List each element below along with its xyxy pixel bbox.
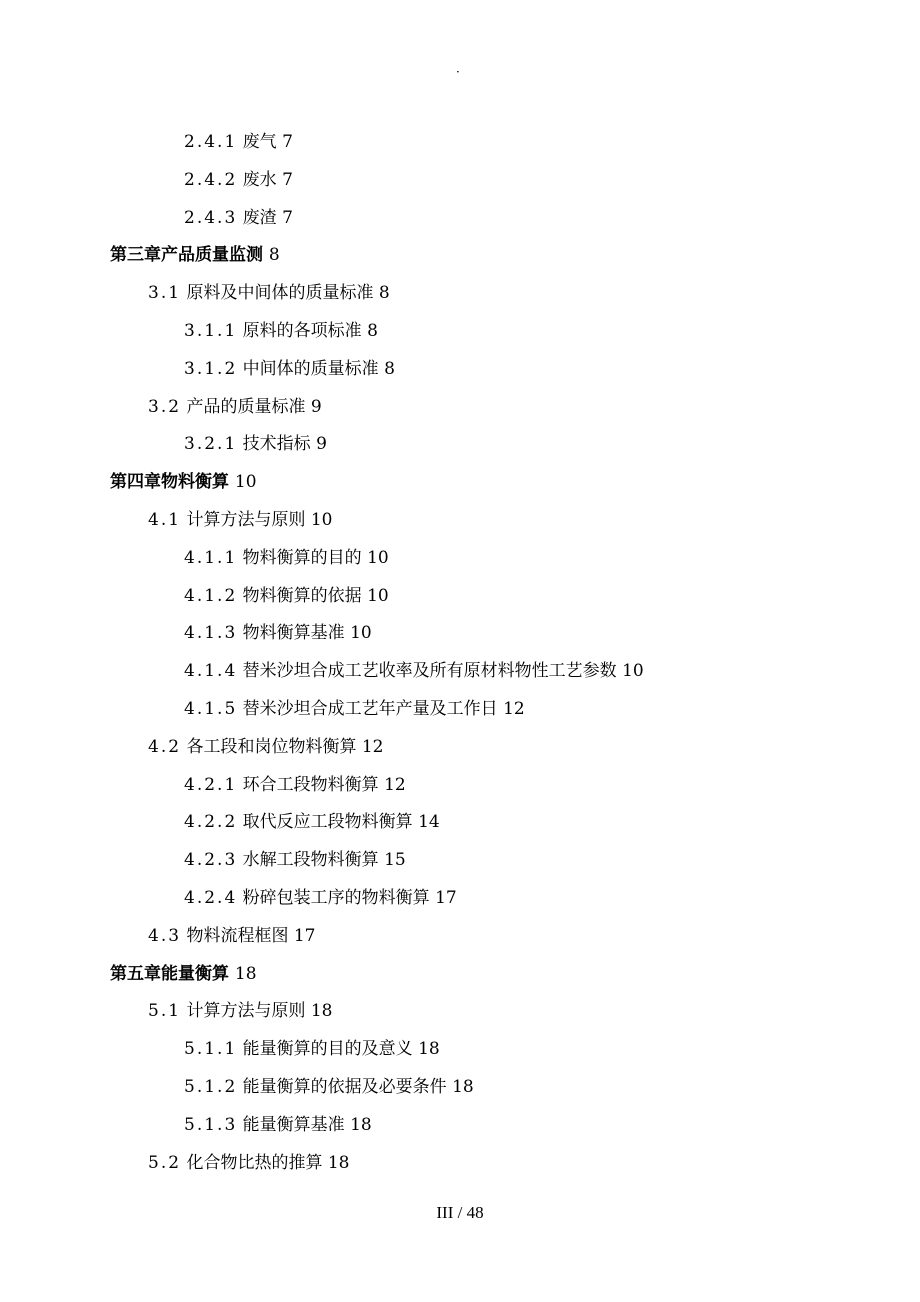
toc-entry-title: 能量衡算基准 <box>242 1114 345 1135</box>
toc-entry[interactable] <box>0 124 920 162</box>
toc-entry-page: 10 <box>310 509 333 530</box>
toc-entry-page: 18 <box>418 1039 440 1060</box>
toc-entry-title: 技术指标 <box>242 434 311 455</box>
toc-entry-page: 18 <box>327 1152 350 1173</box>
toc-entry-page: 8 <box>367 320 378 341</box>
page-footer <box>0 1203 920 1223</box>
toc-entry[interactable] <box>0 1145 920 1183</box>
toc-entry-page: 17 <box>293 925 316 946</box>
toc-entry-title: 各工段和岗位物料衡算 <box>186 736 357 757</box>
toc-entry-number: 2.4.1 <box>184 132 238 152</box>
toc-entry[interactable] <box>0 351 920 389</box>
toc-entry-title: 水解工段物料衡算 <box>242 850 379 871</box>
toc-entry-page: 12 <box>361 736 384 757</box>
toc-entry-page: 8 <box>268 245 280 266</box>
toc-entry-number: 5.1.3 <box>184 1114 238 1135</box>
toc-entry-title: 物料流程框图 <box>186 925 289 946</box>
toc-entry-number: 4.2.4 <box>184 887 238 908</box>
toc-entry-number: 4.2.1 <box>184 774 238 795</box>
toc-entry-title: 计算方法与原则 <box>186 1001 306 1022</box>
toc-entry-title: 物料衡算基准 <box>242 623 345 644</box>
toc-entry-title: 第三章产品质量监测 <box>110 245 263 266</box>
toc-entry[interactable] <box>0 729 920 767</box>
toc-entry-number: 3.1.1 <box>184 320 238 341</box>
toc-entry-title: 第四章物料衡算 <box>110 472 229 493</box>
toc-entry-page: 9 <box>310 396 322 417</box>
toc-entry-page: 7 <box>282 169 293 190</box>
toc-entry[interactable] <box>0 540 920 578</box>
toc-entry-title: 化合物比热的推算 <box>186 1152 323 1173</box>
toc-entry-number: 5.1.1 <box>184 1039 238 1060</box>
toc-entry-page: 12 <box>384 774 406 795</box>
toc-entry-title: 中间体的质量标准 <box>242 358 379 379</box>
toc-entry[interactable] <box>0 918 920 956</box>
toc-entry-number: 3.2 <box>148 396 182 417</box>
toc-entry-title: 能量衡算的依据及必要条件 <box>242 1076 447 1097</box>
toc-entry[interactable] <box>0 653 920 691</box>
toc-entry[interactable] <box>0 237 920 275</box>
toc-entry-page: 18 <box>350 1114 372 1135</box>
toc-entry-number: 4.1.4 <box>184 661 238 682</box>
page-number: III / 48 <box>436 1203 484 1222</box>
header-mark: · <box>456 65 460 79</box>
toc-entry-number: 5.1 <box>148 1001 182 1022</box>
toc-entry-number: 3.1 <box>148 283 182 304</box>
toc-entry-title: 替米沙坦合成工艺收率及所有原材料物性工艺参数 <box>242 661 617 682</box>
toc-entry[interactable] <box>0 162 920 200</box>
toc-entry-page: 17 <box>435 887 457 908</box>
toc-entry-page: 10 <box>367 547 389 568</box>
toc-entry-page: 8 <box>384 358 395 379</box>
toc-entry[interactable] <box>0 426 920 464</box>
toc-entry-number: 4.2.2 <box>184 812 238 833</box>
toc-entry-page: 18 <box>310 1001 333 1022</box>
toc-entry-title: 原料的各项标准 <box>242 320 362 341</box>
toc-entry-number: 5.2 <box>148 1152 182 1173</box>
toc-entry[interactable] <box>0 842 920 880</box>
toc-entry-number: 5.1.2 <box>184 1076 238 1097</box>
toc-entry-title: 能量衡算的目的及意义 <box>242 1039 413 1060</box>
toc-entry-page: 10 <box>622 661 644 682</box>
toc-entry[interactable] <box>0 464 920 502</box>
toc-entry-title: 原料及中间体的质量标准 <box>186 283 374 304</box>
toc-entry[interactable] <box>0 691 920 729</box>
toc-entry-page: 18 <box>452 1076 474 1097</box>
toc-entry-number: 3.2.1 <box>184 434 238 455</box>
toc-entry-title: 粉碎包装工序的物料衡算 <box>242 887 430 908</box>
toc-entry-number: 4.2 <box>148 736 182 757</box>
toc-entry-title: 物料衡算的目的 <box>242 547 362 568</box>
toc-entry-title: 取代反应工段物料衡算 <box>242 812 413 833</box>
toc-entry[interactable] <box>0 275 920 313</box>
toc-entry-page: 14 <box>418 812 440 833</box>
toc-entry[interactable] <box>0 993 920 1031</box>
toc-entry-page: 9 <box>316 434 327 455</box>
toc-entry-page: 10 <box>367 585 389 606</box>
toc-entry-page: 7 <box>282 207 293 228</box>
toc-entry-number: 3.1.2 <box>184 358 238 379</box>
toc-entry-page: 12 <box>503 698 525 719</box>
toc-entry[interactable] <box>0 578 920 616</box>
toc-entry[interactable] <box>0 804 920 842</box>
toc-entry[interactable] <box>0 956 920 994</box>
toc-entry-number: 4.1.1 <box>184 547 238 568</box>
toc-entry-number: 4.1 <box>148 509 182 530</box>
toc-entry[interactable] <box>0 880 920 918</box>
toc-entry-number: 4.1.3 <box>184 623 238 644</box>
toc-entry[interactable] <box>0 1107 920 1145</box>
toc-entry[interactable] <box>0 502 920 540</box>
toc-entry-title: 废气 <box>242 132 277 152</box>
toc-entry-page: 7 <box>282 132 293 152</box>
toc-entry-title: 计算方法与原则 <box>186 509 306 530</box>
toc-entry-title: 废水 <box>242 169 277 190</box>
toc-entry-title: 环合工段物料衡算 <box>242 774 379 795</box>
toc-entry-title: 废渣 <box>242 207 277 228</box>
toc-entry[interactable] <box>0 1031 920 1069</box>
toc-entry-number: 4.1.2 <box>184 585 238 606</box>
toc-entry-page: 10 <box>234 472 257 493</box>
toc-entry-title: 第五章能量衡算 <box>110 963 229 984</box>
toc-entry[interactable] <box>0 200 920 238</box>
toc-entry-page: 15 <box>384 850 406 871</box>
toc-entry[interactable] <box>0 767 920 805</box>
toc-entry-page: 8 <box>378 283 390 304</box>
toc-entry-page: 10 <box>350 623 372 644</box>
toc-entry[interactable] <box>0 389 920 427</box>
toc-entry-number: 2.4.3 <box>184 207 238 228</box>
toc-entry-title: 物料衡算的依据 <box>242 585 362 606</box>
table-of-contents <box>0 124 920 1182</box>
toc-entry[interactable] <box>0 313 920 351</box>
toc-entry-title: 产品的质量标准 <box>186 396 306 417</box>
toc-entry[interactable] <box>0 1069 920 1107</box>
toc-entry-number: 2.4.2 <box>184 169 238 190</box>
toc-entry-number: 4.1.5 <box>184 698 238 719</box>
toc-entry-page: 18 <box>234 963 257 984</box>
toc-entry-number: 4.2.3 <box>184 850 238 871</box>
toc-entry-number: 4.3 <box>148 925 182 946</box>
toc-entry-title: 替米沙坦合成工艺年产量及工作日 <box>242 698 498 719</box>
toc-entry[interactable] <box>0 615 920 653</box>
